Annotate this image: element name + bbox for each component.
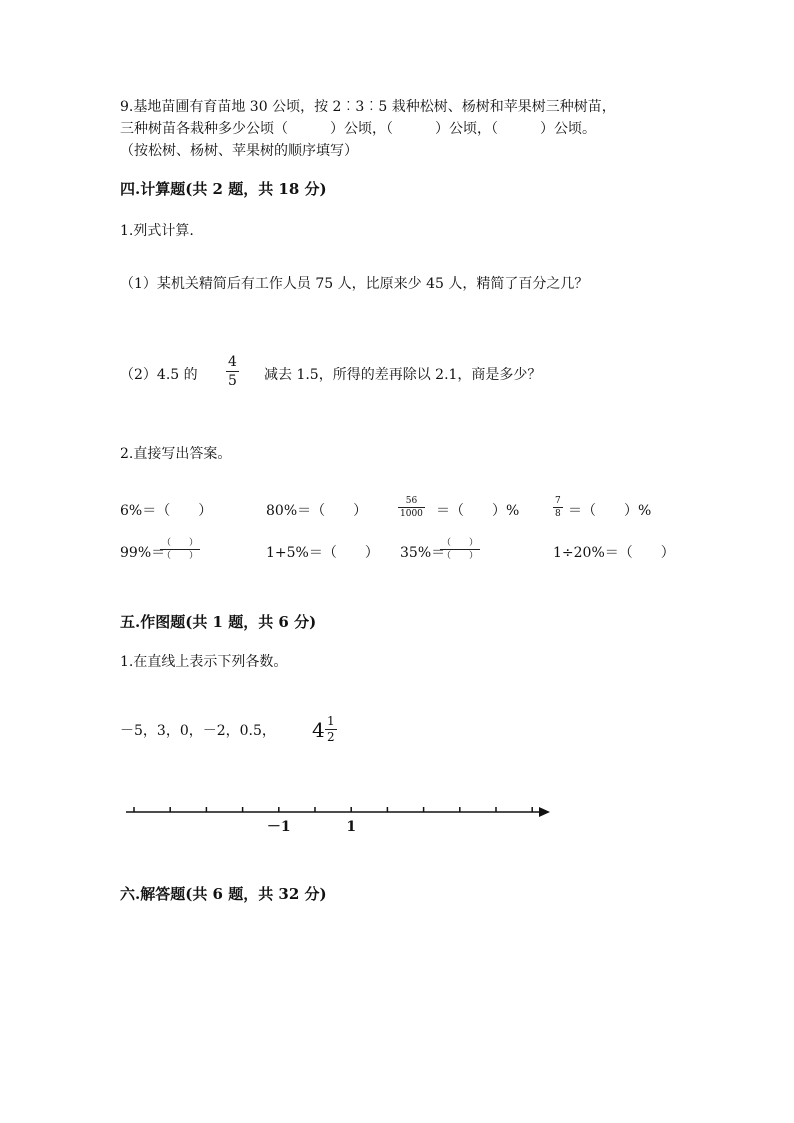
fraction-denominator: 2: [327, 730, 335, 744]
fraction-56-1000: [398, 496, 425, 519]
q9-line2: 三种树苗各栽种多少公顷（ ）公顷，（ ）公顷，（ ）公顷。: [120, 121, 596, 137]
oral-6-percent: 6%＝（ ）: [120, 503, 213, 519]
fraction-numerator: 4: [228, 354, 237, 370]
number-line: [0, 790, 794, 850]
fraction-bar: [440, 549, 480, 550]
fraction-numerator: 56: [405, 496, 418, 506]
fraction-bar: [553, 507, 563, 508]
fraction-denominator: 1000: [400, 509, 423, 519]
section5-title: 五.作图题(共 1 题，共 6 分): [120, 613, 317, 631]
fraction-denominator: 5: [228, 373, 237, 389]
fraction-numerator: （ ）: [162, 538, 199, 548]
fraction-blank-99: [160, 538, 200, 561]
fraction-numerator: 7: [555, 496, 561, 506]
oral-56-1000-suffix: ＝（ ）%: [436, 503, 520, 519]
number-line-label: 1: [346, 819, 357, 835]
fraction-bar: [398, 507, 425, 508]
fraction-bar: [160, 549, 200, 550]
q9-line3: （按松树、杨树、苹果树的顺序填写）: [120, 143, 358, 159]
fraction-denominator: 8: [555, 509, 561, 519]
section4-q2-label: 2.直接写出答案。: [120, 446, 232, 462]
fraction-bar: [226, 371, 239, 372]
oral-7-8-suffix: ＝（ ）%: [568, 503, 652, 519]
section5-numbers: －5，3，0，－2，0.5，: [120, 723, 276, 739]
section4-q1-sub1: （1）某机关精简后有工作人员 75 人，比原来少 45 人，精简了百分之几？: [120, 276, 589, 292]
oral-99-percent-prefix: 99%＝: [120, 545, 166, 561]
mixed-number-fraction: [325, 715, 337, 744]
fraction-blank-35: [440, 538, 480, 561]
fraction-numerator: （ ）: [442, 538, 479, 548]
oral-35-percent-prefix: 35%＝: [400, 545, 446, 561]
number-line-label: －1: [266, 819, 291, 835]
section4-title: 四.计算题(共 2 题，共 18 分): [120, 180, 327, 198]
section6-title: 六.解答题(共 6 题，共 32 分): [120, 885, 327, 903]
section4-q1-label: 1.列式计算.: [120, 223, 194, 239]
mixed-number-whole: 4: [312, 718, 325, 742]
q9-line1: 9.基地苗圃有育苗地 30 公顷，按 2︰3︰5 栽种松树、杨树和苹果树三种树苗，: [120, 99, 616, 115]
oral-1-div-20-percent: 1÷20%＝（ ）: [553, 545, 675, 561]
fraction-numerator: 1: [327, 714, 335, 728]
fraction-denominator: （ ）: [162, 551, 199, 561]
section5-q1-label: 1.在直线上表示下列各数。: [120, 654, 288, 670]
fraction-7-8: [553, 496, 563, 519]
oral-1-plus-5-percent: 1+5%＝（ ）: [266, 545, 379, 561]
oral-80-percent: 80%＝（ ）: [266, 503, 368, 519]
fraction-denominator: （ ）: [442, 551, 479, 561]
section4-q1-sub2-prefix: （2）4.5 的: [120, 367, 198, 383]
fraction-four-fifths: [226, 354, 239, 389]
number-line-arrow-icon: [539, 807, 550, 817]
section4-q1-sub2-suffix: 减去 1.5，所得的差再除以 2.1，商是多少？: [264, 367, 542, 383]
